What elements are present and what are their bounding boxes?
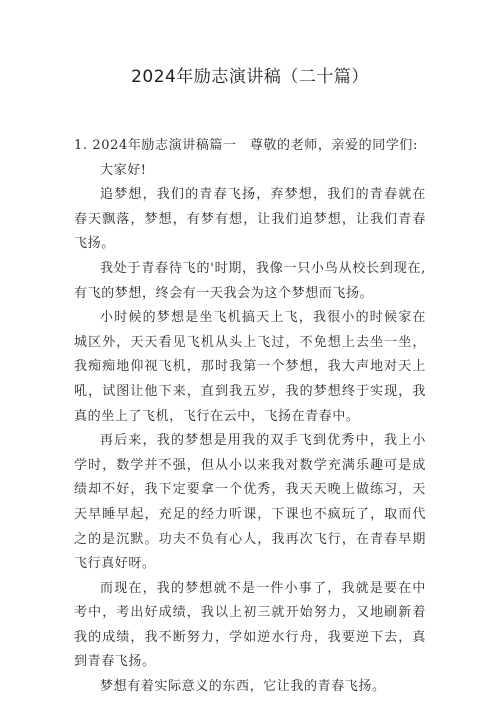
paragraph: 追梦想，我们的青春飞扬，弃梦想，我们的青春就在春天飘落，梦想，有梦有想，让我们追梦想，让我们青春飞扬。 bbox=[74, 187, 426, 252]
paragraph: 梦想有着实际意义的东西，它让我的青春飞扬。 bbox=[100, 679, 386, 695]
page-title: 2024年励志演讲稿（二十篇） bbox=[131, 67, 369, 87]
salutation: 尊敬的老师，亲爱的同学们: bbox=[249, 138, 418, 153]
section-heading: 1. 2024年励志演讲稿篇一 bbox=[74, 138, 237, 153]
paragraph: 小时候的梦想是坐飞机搞天上飞，我很小的时候家在城区外，天天看见飞机从头上飞过，不免想上去坐一坐，我痴痴地仰视飞机，那时我第一个梦想，我大声地对天上吼，试图让他下来，直到我五岁，我的梦想终于实现，我真的坐上了飞机，飞行在云中，飞扬在青春中。 bbox=[74, 310, 426, 424]
section-heading-line bbox=[74, 134, 426, 159]
document-body bbox=[74, 134, 426, 700]
paragraph: 大家好! bbox=[100, 162, 147, 178]
paragraph: 再后来，我的梦想是用我的双手飞到优秀中，我上小学时，数学并不强，但从小以来我对数学充满乐趣可是成绩却不好，我下定要拿一个优秀，我天天晚上做练习，天天早睡早起，充足的经力听课，下课也不疯玩了，取而代之的是沉默。功夫不负有心人，我再次飞行，在青春早期飞行真好呀。 bbox=[74, 433, 426, 572]
paragraph: 而现在，我的梦想就不是一件小事了，我就是要在中考中，考出好成绩，我以上初三就开始努力，又地刷新着我的成绩，我不断努力，学如逆水行舟，我要逆下去，真到青春飞扬。 bbox=[74, 580, 426, 670]
paragraph: 我处于青春待飞的'时期，我像一只小鸟从校长到现在,有飞的梦想，终会有一天我会为这个梦想而飞扬。 bbox=[74, 260, 426, 301]
